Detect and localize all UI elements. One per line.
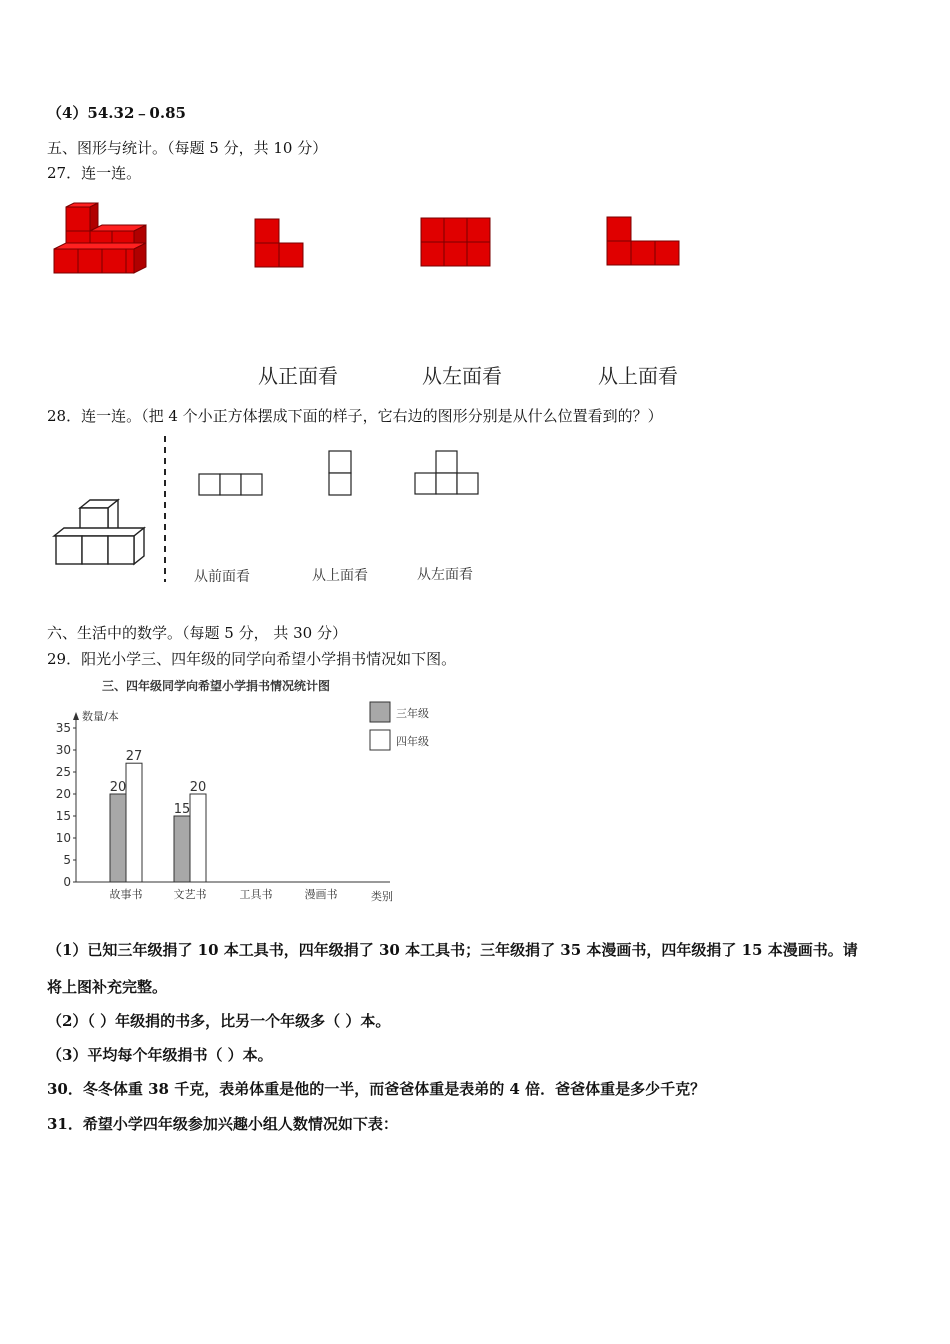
x-tick-label: 漫画书: [304, 888, 338, 901]
bar-value-label: 20: [189, 780, 207, 795]
bar: [174, 816, 190, 882]
problem-27: 27．连一连。: [47, 164, 142, 182]
bar: [190, 794, 206, 882]
q27-view-a: [254, 218, 304, 268]
chart-legend: [370, 702, 429, 750]
bar: [126, 763, 142, 882]
problem-29: 29．阳光小学三、四年级的同学向希望小学捐书情况如下图。: [47, 650, 457, 668]
chart-axes: [56, 709, 393, 903]
chart-title: 三、四年级同学向希望小学捐书情况统计图: [102, 679, 331, 693]
q28-view-c: [414, 450, 482, 496]
q27-view-c: [606, 216, 680, 266]
q27-3d-cubes: [54, 203, 154, 283]
problem-29-1-line2: 将上图补充完整。: [47, 978, 168, 996]
chart-bars: [110, 749, 207, 882]
y-tick-label: 0: [63, 875, 71, 889]
legend-swatch: [370, 702, 390, 722]
legend-swatch: [370, 730, 390, 750]
y-axis-label: 数量/本: [82, 710, 119, 723]
q27-label-front: 从正面看: [258, 364, 338, 388]
section-6-heading: 六、生活中的数学。（每题 5 分， 共 30 分）: [47, 624, 347, 642]
q28-label-front: 从前面看: [194, 569, 250, 585]
q27-view-b: [420, 217, 492, 267]
legend-label: 四年级: [396, 735, 429, 748]
y-tick-label: 25: [55, 765, 71, 779]
x-axis-label: 类别: [371, 890, 393, 903]
problem-26-4: （4）54.32﹣0.85: [47, 104, 186, 122]
y-tick-label: 20: [55, 787, 71, 801]
q27-label-left: 从左面看: [422, 364, 502, 388]
donation-bar-chart: [50, 676, 450, 906]
problem-29-3: （3）平均每个年级捐书（ ）本。: [47, 1046, 273, 1064]
section-5-heading: 五、图形与统计。（每题 5 分，共 10 分）: [47, 139, 328, 157]
y-tick-label: 15: [55, 809, 71, 823]
q27-label-top: 从上面看: [598, 364, 678, 388]
problem-29-2: （2）（ ）年级捐的书多，比另一个年级多（ ）本。: [47, 1012, 391, 1030]
problem-28: 28．连一连。（把 4 个小正方体摆成下面的样子，它右边的图形分别是从什么位置看到的？）: [47, 407, 663, 425]
bar-value-label: 20: [109, 780, 127, 795]
problem-30: 30．冬冬体重 38 千克，表弟体重是他的一半，而爸爸体重是表弟的 4 倍．爸爸体重是多少千克？: [47, 1080, 706, 1098]
bar: [110, 794, 126, 882]
q28-3d-cubes: [54, 494, 154, 566]
problem-31: 31．希望小学四年级参加兴趣小组人数情况如下表：: [47, 1115, 398, 1133]
y-tick-label: 5: [63, 853, 71, 867]
problem-29-1-line1: （1）已知三年级捐了 10 本工具书，四年级捐了 30 本工具书；三年级捐了 35 本漫画书，四年级捐了 15 本漫画书。请: [47, 941, 858, 959]
q28-view-b: [328, 450, 354, 496]
x-tick-label: 工具书: [239, 888, 273, 901]
y-axis-arrow: [73, 712, 79, 720]
y-tick-label: 10: [55, 831, 71, 845]
legend-label: 三年级: [396, 707, 429, 720]
bar-value-label: 15: [173, 802, 191, 817]
y-tick-label: 35: [55, 721, 71, 735]
q28-label-left: 从左面看: [417, 567, 473, 583]
q28-label-top: 从上面看: [312, 568, 368, 584]
q28-dashed-divider: [163, 436, 167, 582]
y-tick-label: 30: [55, 743, 71, 757]
bar-value-label: 27: [125, 749, 143, 765]
x-tick-label: 故事书: [109, 888, 143, 901]
q28-view-a: [198, 473, 266, 497]
x-tick-label: 文艺书: [173, 888, 207, 901]
